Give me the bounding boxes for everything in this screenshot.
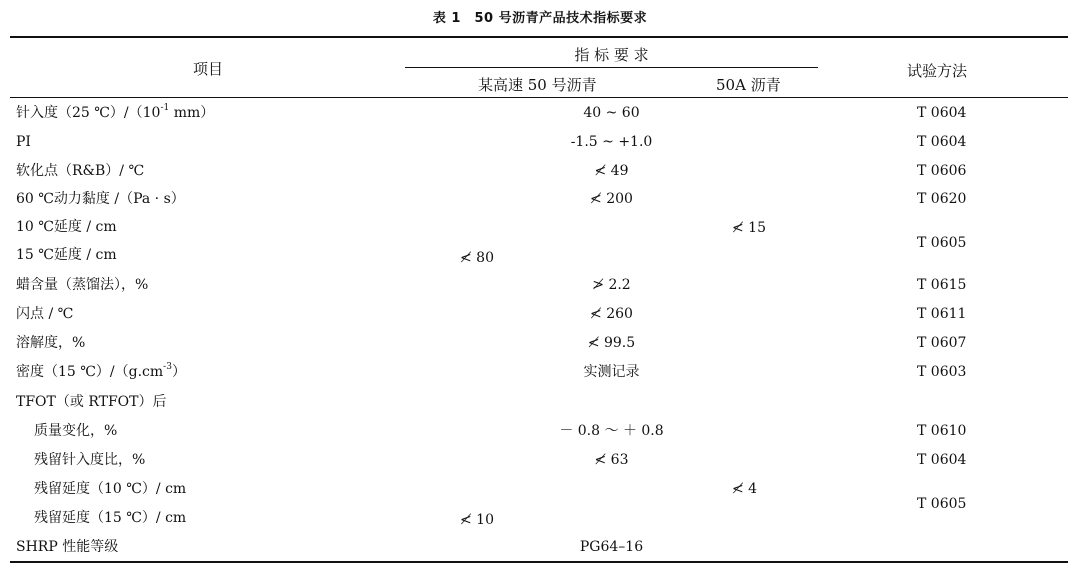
header-col-a: 某高速 50 号沥青: [478, 76, 597, 94]
row-value-a: ≮ 10: [460, 512, 494, 528]
row-name: 残留延度（15 ℃）/ cm: [34, 510, 187, 526]
row-value: 40 ~ 60: [583, 105, 640, 121]
bottom-rule: [10, 561, 1068, 563]
row-value: ≮ 260: [590, 306, 633, 322]
row-value: ≮ 200: [590, 191, 633, 207]
row-name: [16, 363, 186, 381]
row-method-merged: T 0605: [917, 235, 967, 251]
header-col-b: 50A 沥青: [716, 76, 781, 94]
row-value: -1.5 ~ +1.0: [570, 134, 653, 150]
row-method: T 0610: [917, 423, 967, 439]
row-method: T 0604: [917, 452, 967, 468]
row-name: TFOT（或 RTFOT）后: [16, 394, 167, 410]
row-value-b: ≮ 15: [732, 220, 766, 236]
row-method: T 0606: [917, 163, 967, 179]
row-name: 质量变化，%: [34, 423, 118, 439]
row-value: ≮ 63: [594, 452, 629, 468]
row-name: [16, 104, 214, 122]
row-name: 残留针入度比，%: [34, 452, 146, 468]
row-value-a: ≮ 80: [460, 250, 494, 266]
header-method: 试验方法: [907, 62, 968, 80]
row-name: 蜡含量（蒸馏法），%: [16, 277, 149, 293]
row-name: 60 ℃动力黏度 /（Pa · s）: [16, 191, 185, 207]
row-name-text: 密度（15 ℃）/（g.cm: [16, 364, 164, 380]
header-item: 项目: [193, 60, 224, 78]
row-method-merged: T 0605: [917, 496, 967, 512]
row-name: PI: [16, 134, 31, 150]
row-method: T 0615: [917, 277, 967, 293]
row-value: － 0.8 ～ ＋ 0.8: [559, 423, 664, 439]
row-name: 15 ℃延度 / cm: [16, 247, 117, 263]
header-rule: [10, 97, 1068, 98]
header-sub-rule: [405, 67, 818, 68]
row-value: ≮ 99.5: [587, 335, 636, 351]
row-value: 实测记录: [583, 364, 640, 380]
row-name: 软化点（R&B）/ ℃: [16, 163, 145, 179]
row-method: T 0603: [917, 364, 967, 380]
row-value-b: ≮ 4: [732, 481, 758, 497]
row-value: ≯ 2.2: [592, 277, 631, 293]
row-name-after: mm）: [169, 105, 215, 121]
row-method: T 0620: [917, 191, 967, 207]
row-name: 闪点 / ℃: [16, 306, 74, 322]
row-method: T 0604: [917, 134, 967, 150]
row-name-text: 针入度（25 ℃）/（10: [16, 105, 161, 121]
row-value: PG64–16: [579, 539, 644, 555]
row-method: T 0611: [917, 306, 967, 322]
row-name: 溶解度，%: [16, 335, 86, 351]
row-method: T 0607: [917, 335, 967, 351]
row-name: SHRP 性能等级: [16, 539, 119, 555]
top-rule: [10, 36, 1068, 38]
header-spec: 指 标 要 求: [574, 46, 649, 64]
row-name-after: ）: [171, 364, 186, 380]
row-name: 10 ℃延度 / cm: [16, 219, 117, 235]
row-name: 残留延度（10 ℃）/ cm: [34, 481, 187, 497]
row-method: T 0604: [917, 105, 967, 121]
row-name-sup: -1: [160, 103, 170, 114]
row-value: ≮ 49: [594, 163, 629, 179]
table-title: 表 1 50 号沥青产品技术指标要求: [432, 11, 648, 26]
row-name-sup: -3: [163, 362, 172, 373]
